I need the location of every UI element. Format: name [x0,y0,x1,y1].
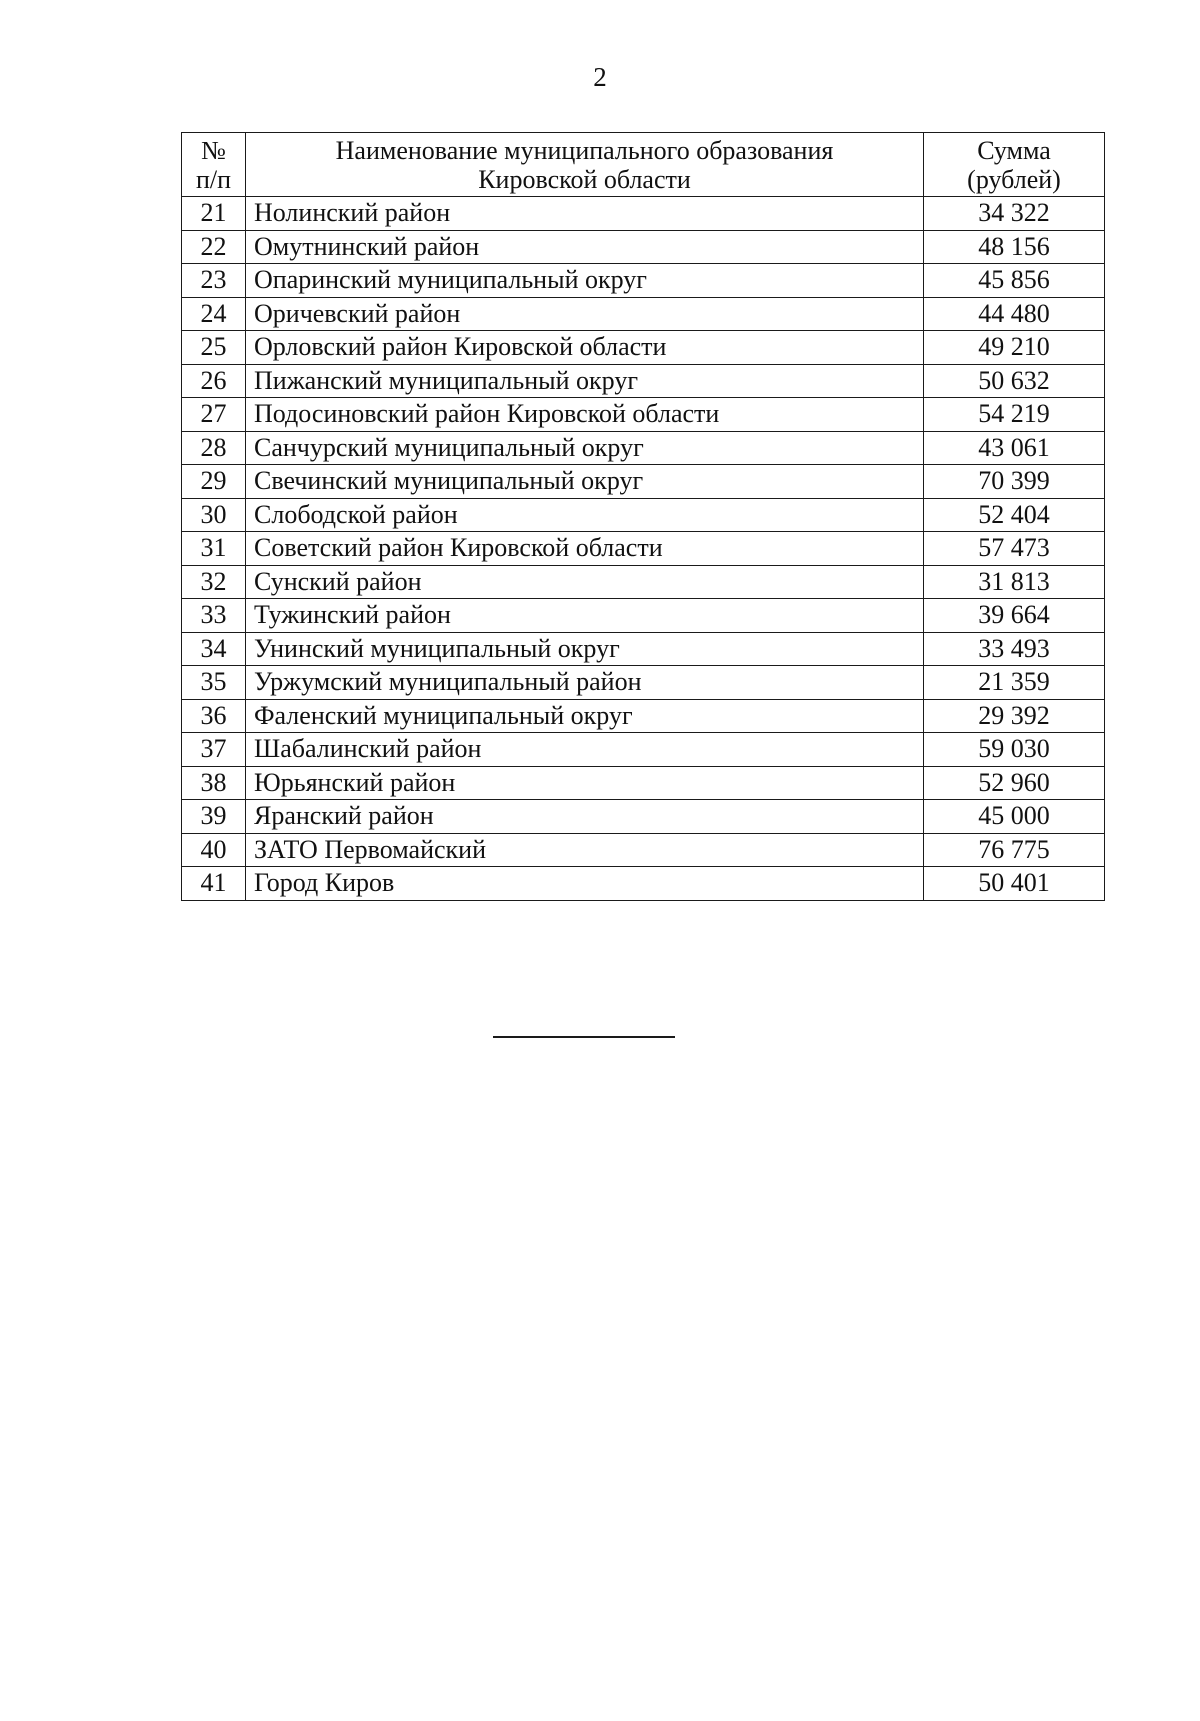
table-row [182,431,1105,465]
table-row [182,766,1105,800]
row-number: 22 [182,230,246,264]
table-row [182,599,1105,633]
row-number: 39 [182,800,246,834]
row-number: 24 [182,297,246,331]
row-name: Пижанский муниципальный округ [246,364,924,398]
row-number: 21 [182,197,246,231]
row-sum: 29 392 [924,699,1105,733]
table-row [182,800,1105,834]
row-sum: 59 030 [924,733,1105,767]
row-sum: 34 322 [924,197,1105,231]
row-number: 28 [182,431,246,465]
table-row [182,532,1105,566]
table-row [182,465,1105,499]
row-sum: 57 473 [924,532,1105,566]
row-sum: 33 493 [924,632,1105,666]
row-number: 32 [182,565,246,599]
table-row [182,699,1105,733]
page-number: 2 [593,62,607,92]
row-name: Сунский район [246,565,924,599]
header-number [182,133,246,197]
header-number-line-1: № [201,136,226,165]
table-row [182,666,1105,700]
table-row [182,297,1105,331]
row-sum: 31 813 [924,565,1105,599]
table-row [182,398,1105,432]
header-sum-line-2: (рублей) [967,165,1061,194]
row-name: Оричевский район [246,297,924,331]
table-row [182,632,1105,666]
row-number: 35 [182,666,246,700]
row-name: Санчурский муниципальный округ [246,431,924,465]
table-row [182,331,1105,365]
table-row [182,833,1105,867]
row-name: Шабалинский район [246,733,924,767]
row-sum: 70 399 [924,465,1105,499]
row-sum: 43 061 [924,431,1105,465]
end-rule-divider [493,1036,675,1038]
row-number: 40 [182,833,246,867]
row-number: 27 [182,398,246,432]
header-name-line-2: Кировской области [478,165,691,194]
row-name: Слободской район [246,498,924,532]
row-number: 41 [182,867,246,901]
row-number: 23 [182,264,246,298]
row-number: 29 [182,465,246,499]
row-number: 33 [182,599,246,633]
table-row [182,230,1105,264]
row-name: Яранский район [246,800,924,834]
header-number-line-2: п/п [195,165,232,194]
table-row [182,498,1105,532]
row-name: Фаленский муниципальный округ [246,699,924,733]
table-header-row [182,133,1105,197]
row-sum: 50 401 [924,867,1105,901]
row-name: Советский район Кировской области [246,532,924,566]
row-sum: 76 775 [924,833,1105,867]
municipal-sum-table [181,132,1105,901]
row-sum: 39 664 [924,599,1105,633]
row-number: 25 [182,331,246,365]
row-sum: 48 156 [924,230,1105,264]
row-sum: 52 960 [924,766,1105,800]
header-name-line-1: Наименование муниципального образования [335,136,834,165]
row-number: 26 [182,364,246,398]
table-row [182,867,1105,901]
row-name: Тужинский район [246,599,924,633]
row-name: Нолинский район [246,197,924,231]
row-sum: 52 404 [924,498,1105,532]
row-number: 38 [182,766,246,800]
row-sum: 54 219 [924,398,1105,432]
row-name: Опаринский муниципальный округ [246,264,924,298]
row-sum: 45 000 [924,800,1105,834]
table-row [182,197,1105,231]
row-number: 31 [182,532,246,566]
row-sum: 45 856 [924,264,1105,298]
row-name: Унинский муниципальный округ [246,632,924,666]
table-row [182,733,1105,767]
table-row [182,565,1105,599]
row-sum: 44 480 [924,297,1105,331]
row-number: 36 [182,699,246,733]
header-sum [924,133,1105,197]
header-sum-line-1: Сумма [977,136,1051,165]
row-number: 37 [182,733,246,767]
row-name: Юрьянский район [246,766,924,800]
row-sum: 49 210 [924,331,1105,365]
header-name [246,133,924,197]
row-sum: 50 632 [924,364,1105,398]
row-name: Омутнинский район [246,230,924,264]
table-row [182,364,1105,398]
row-name: Город Киров [246,867,924,901]
row-number: 30 [182,498,246,532]
row-name: Орловский район Кировской области [246,331,924,365]
table-row [182,264,1105,298]
row-name: Подосиновский район Кировской области [246,398,924,432]
row-number: 34 [182,632,246,666]
row-name: Свечинский муниципальный округ [246,465,924,499]
row-sum: 21 359 [924,666,1105,700]
row-name: ЗАТО Первомайский [246,833,924,867]
row-name: Уржумский муниципальный район [246,666,924,700]
